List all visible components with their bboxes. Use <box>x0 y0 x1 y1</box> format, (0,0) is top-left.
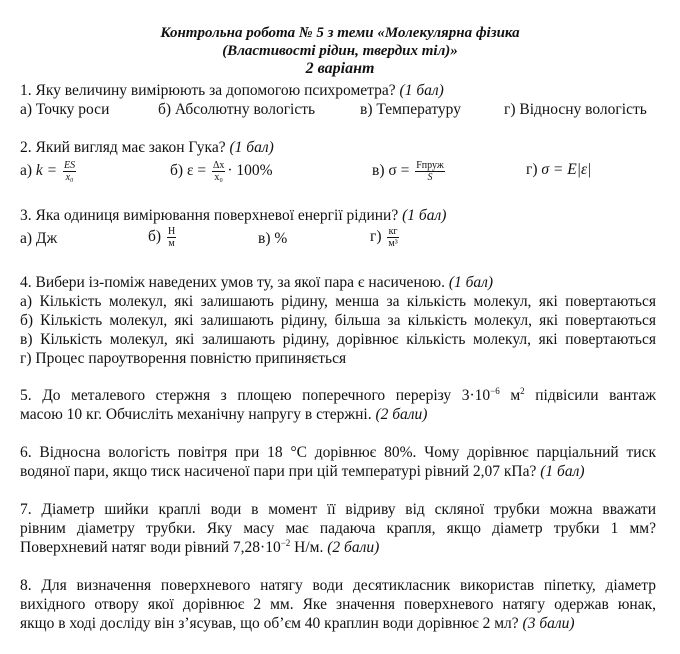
q2-b-fraction <box>212 160 225 183</box>
q4-option-d: г) Процес пароутворення повністю припиняється <box>20 350 347 367</box>
question-5-line-1 <box>20 386 656 405</box>
q2-a-lhs: k = <box>35 162 62 180</box>
question-2-points: (1 бал) <box>229 139 274 156</box>
q3-b-fraction <box>167 226 176 249</box>
q7-exponent: −2 <box>280 538 291 548</box>
q8-text-line3: якщо в ході досліду він з’ясував, що об’єм 40 краплин води дорівнює 2 мл? <box>20 615 519 632</box>
q2-option-d <box>526 160 591 179</box>
question-4-stem: 4. Вибери із-поміж наведених умов ту, за якої пара є насиченою. <box>20 274 445 291</box>
test-title: Контрольна робота № 5 з теми «Молекулярна фізика <box>160 25 520 41</box>
q3-d-letter: г) <box>370 228 386 246</box>
q2-a-fraction <box>63 160 76 183</box>
q3-b-numerator: Н <box>167 226 176 237</box>
question-3-points: (1 бал) <box>402 207 447 224</box>
question-3-options <box>20 225 656 251</box>
q2-c-numerator: Fпруж <box>416 160 444 171</box>
question-7-points: (2 бали) <box>327 539 380 556</box>
q3-option-d <box>370 226 401 249</box>
q5-exponent-2: 2 <box>520 386 525 396</box>
q6-text-line2: водяної пари, якщо тиск насиченої пари при цій температурі рівний 2,07 кПа? <box>20 463 537 480</box>
q2-c-letter: в) <box>372 162 389 180</box>
q2-option-c <box>372 160 447 183</box>
q5-text-c: підвісили вантаж <box>524 387 656 404</box>
q4-option-c: в) Кількість молекул, які залишають рідину, дорівнює кількість молекул, які повертаються <box>20 331 656 348</box>
q4-option-b: б) Кількість молекул, які залишають рідину, більша за кількість молекул, які повертаються <box>20 312 656 329</box>
question-1-options <box>20 100 656 119</box>
question-8-line-2: вихідного отвору якої дорівнює 2 мм. Яке значення поверхневого натягу одержав юнак, <box>20 596 656 613</box>
q5-text-a: 5. До металевого стержня з площею поперечного перерізу 3·10 <box>20 387 491 404</box>
q1-option-c: в) Температуру <box>360 101 461 118</box>
question-7 <box>20 500 656 557</box>
q2-d-formula: σ = E|ε| <box>541 161 592 178</box>
q3-d-denominator: м³ <box>388 238 398 249</box>
question-8-line-1: 8. Для визначення поверхневого натягу води десятикласник використав піпетку, діаметр <box>20 577 656 594</box>
question-1-points: (1 бал) <box>399 82 444 99</box>
q2-a-numerator: ES <box>64 160 76 171</box>
question-2-text <box>20 138 656 157</box>
question-5-line-2 <box>20 405 656 424</box>
question-1-text <box>20 81 656 100</box>
question-8-points: (3 бали) <box>522 615 575 632</box>
question-8-line-3 <box>20 614 656 633</box>
question-7-line-2: рівним діаметру трубки. Яку масу має падаюча крапля, якщо діаметр трубки 1 мм? <box>20 520 656 537</box>
question-3 <box>20 206 656 251</box>
question-5-points: (2 бали) <box>375 406 428 423</box>
question-6-line-2 <box>20 462 656 481</box>
q3-option-b <box>148 226 178 249</box>
question-4 <box>20 273 656 368</box>
q3-option-c: в) % <box>258 230 288 247</box>
q1-option-b: б) Абсолютну вологість <box>158 101 316 118</box>
q2-d-letter: г) <box>526 161 542 178</box>
q4-option-a: а) Кількість молекул, які залишають рідину, менша за кількість молекул, які повертаються <box>20 293 656 310</box>
q7-text-a: Поверхневий натяг води рівний 7,28·10 <box>20 539 281 556</box>
question-1-stem: 1. Яку величину вимірюють за допомогою психрометра? <box>20 82 396 99</box>
q5-text-line2: масою 10 кг. Обчисліть механічну напругу в стержні. <box>20 406 372 423</box>
q3-b-denominator: м <box>168 238 175 249</box>
q2-c-lhs: σ = <box>388 162 414 180</box>
q3-d-fraction <box>387 226 398 249</box>
q2-b-numerator: Δx <box>212 160 225 171</box>
q7-text-b: Н/м. <box>290 539 324 556</box>
question-3-text <box>20 206 656 225</box>
q2-option-b <box>170 160 273 183</box>
q3-b-letter: б) <box>148 228 165 246</box>
question-3-stem: 3. Яка одиниця вимірювання поверхневої енергії рідини? <box>20 207 399 224</box>
q2-b-lhs: ε = <box>186 162 210 180</box>
question-7-line-3 <box>20 538 656 557</box>
q2-a-letter: а) <box>20 162 36 180</box>
question-1 <box>20 81 656 119</box>
q5-exponent: −6 <box>490 386 500 396</box>
q2-c-denominator: S <box>427 172 433 183</box>
q3-option-a: а) Дж <box>20 230 58 247</box>
question-4-points: (1 бал) <box>448 274 494 291</box>
question-2-options <box>20 157 656 183</box>
q2-b-letter: б) <box>170 162 187 180</box>
question-5 <box>20 386 656 424</box>
question-6-points: (1 бал) <box>540 463 585 480</box>
question-2 <box>20 138 656 183</box>
q2-option-a <box>20 160 78 183</box>
q1-option-a: а) Точку роси <box>20 101 110 118</box>
test-header <box>0 24 680 78</box>
q5-text-b: м <box>499 387 521 404</box>
q2-a-denominator: x₀ <box>65 172 74 183</box>
variant-label: 2 варіант <box>305 60 375 77</box>
question-2-stem: 2. Який вигляд має закон Гука? <box>20 139 226 156</box>
question-7-line-1: 7. Діаметр шийки краплі води в момент її відриву від скляної трубки можна вважати <box>20 501 656 518</box>
q2-b-tail: · 100% <box>227 162 273 180</box>
question-4-text <box>20 273 656 292</box>
question-6-line-1: 6. Відносна вологість повітря при 18 °С дорівнює 80%. Чому дорівнює парціальний тиск <box>20 444 656 461</box>
q2-c-fraction <box>415 160 445 183</box>
q2-b-denominator: x₀ <box>214 172 223 183</box>
test-subtitle: (Властивості рідин, твердих тіл)» <box>222 43 458 59</box>
q3-d-numerator: кг <box>388 226 398 237</box>
question-6 <box>20 443 656 481</box>
q1-option-d: г) Відносну вологість <box>504 101 647 118</box>
question-8 <box>20 576 656 633</box>
